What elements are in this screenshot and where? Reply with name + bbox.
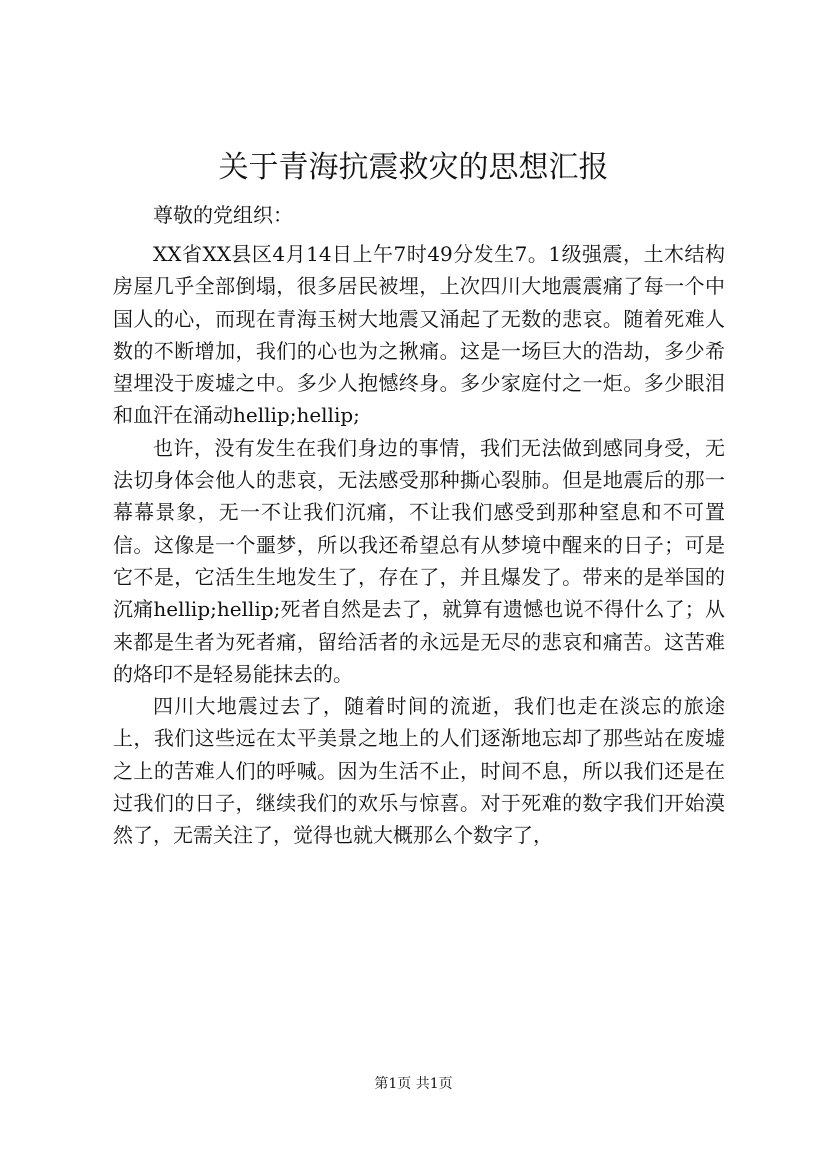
paragraph-1: XX省XX县区4月14日上午7时49分发生7。1级强震，土木结构房屋几乎全部倒塌，很多居民被埋，上次四川大地震震痛了每一个中国人的心，而现在青海玉树大地震又涌起了无数的悲哀。随着死难人数的不断增加，我们的心也为之揪痛。这是一场巨大的浩劫，多少希望埋没于废墟之中。多少人抱憾终身。多少家庭付之一炬。多少眼泪和血汗在涌动hellip;hellip; [113, 242, 725, 428]
greeting-line: 尊敬的党组织： [153, 203, 293, 227]
page-footer [0, 1075, 827, 1093]
page-number-label: 第1页 共1页 [374, 1076, 453, 1092]
paragraph-2: 也许，没有发生在我们身边的事情，我们无法做到感同身受，无法切身体会他人的悲哀，无法感受那种撕心裂肺。但是地震后的那一幕幕景象，无一不让我们沉痛，不让我们感受到那种窒息和不可置信。这像是一个噩梦，所以我还希望总有从梦境中醒来的日子；可是它不是，它活生生地发生了，存在了，并且爆发了。带来的是举国的沉痛hellip;hellip;死者自然是去了，就算有遗憾也说不得什么了；从来都是生者为死者痛，留给活者的永远是无尽的悲哀和痛苦。这苦难的烙印不是轻易能抹去的。 [113, 435, 725, 686]
document-body [113, 199, 725, 852]
paragraph-3: 四川大地震过去了，随着时间的流逝，我们也走在淡忘的旅途上，我们这些远在太平美景之地上的人们逐渐地忘却了那些站在废墟之上的苦难人们的呼喊。因为生活不止，时间不息，所以我们还是在过我们的日子，继续我们的欢乐与惊喜。对于死难的数字我们开始漠然了，无需关注了，觉得也就大概那么个数字了， [113, 694, 725, 848]
document-title: 关于青海抗震救灾的思想汇报 [218, 150, 609, 185]
